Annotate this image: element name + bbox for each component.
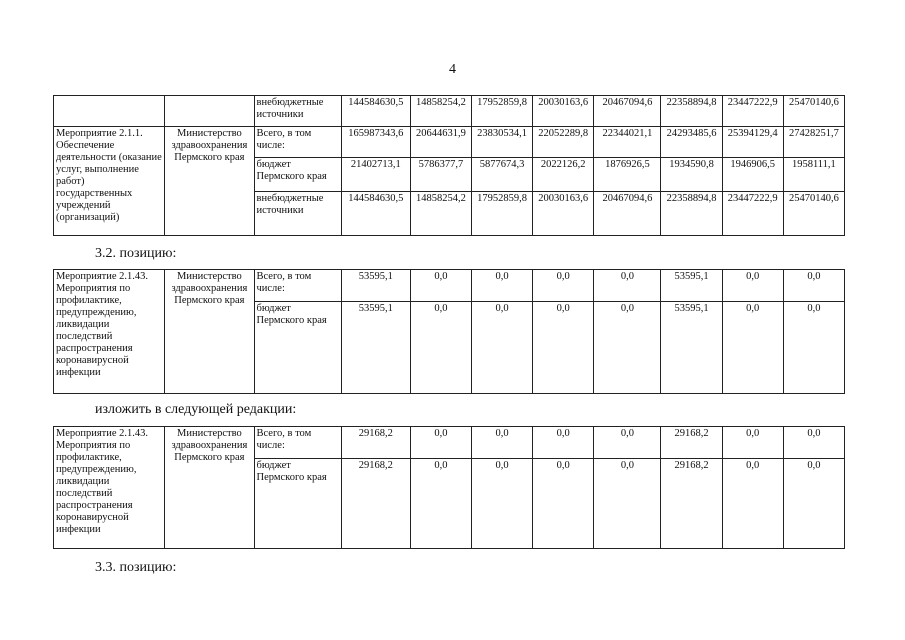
value-cell: 25394129,4 <box>722 127 783 158</box>
empty-cell <box>54 96 165 127</box>
value-cell: 0,0 <box>410 302 471 394</box>
caption-position: 3.2. позицию: <box>95 246 177 261</box>
value-cell: 0,0 <box>533 427 594 459</box>
value-cell: 22052289,8 <box>533 127 594 158</box>
funding-source: внебюджетные источники <box>254 96 341 127</box>
page-number: 4 <box>449 62 456 77</box>
value-cell: 0,0 <box>783 270 844 302</box>
value-cell: 20644631,9 <box>410 127 471 158</box>
value-cell: 25470140,6 <box>783 96 844 127</box>
value-cell: 25470140,6 <box>783 192 844 236</box>
value-cell: 0,0 <box>722 270 783 302</box>
value-cell: 2022126,2 <box>533 158 594 192</box>
value-cell: 23447222,9 <box>722 96 783 127</box>
value-cell: 0,0 <box>594 270 661 302</box>
value-cell: 0,0 <box>594 302 661 394</box>
value-cell: 29168,2 <box>341 459 410 549</box>
event-name: Мероприятие 2.1.43. Мероприятия по профилактике, предупреждению, ликвидации последствий распространения коронавирусной инфекции <box>54 270 165 394</box>
value-cell: 144584630,5 <box>341 192 410 236</box>
value-cell: 20467094,6 <box>594 96 661 127</box>
value-cell: 0,0 <box>722 459 783 549</box>
caption-new-edition: изложить в следующей редакции: <box>95 402 297 417</box>
value-cell: 14858254,2 <box>410 192 471 236</box>
value-cell: 0,0 <box>472 270 533 302</box>
value-cell: 29168,2 <box>661 459 722 549</box>
value-cell: 0,0 <box>722 427 783 459</box>
value-cell: 29168,2 <box>341 427 410 459</box>
value-cell: 20030163,6 <box>533 96 594 127</box>
value-cell: 17952859,8 <box>472 192 533 236</box>
value-cell: 0,0 <box>533 459 594 549</box>
empty-cell <box>165 96 254 127</box>
value-cell: 0,0 <box>410 270 471 302</box>
value-cell: 27428251,7 <box>783 127 844 158</box>
funding-source: бюджет Пермского края <box>254 158 341 192</box>
value-cell: 0,0 <box>472 427 533 459</box>
value-cell: 24293485,6 <box>661 127 722 158</box>
value-cell: 20467094,6 <box>594 192 661 236</box>
value-cell: 20030163,6 <box>533 192 594 236</box>
value-cell: 23447222,9 <box>722 192 783 236</box>
value-cell: 53595,1 <box>661 270 722 302</box>
value-cell: 21402713,1 <box>341 158 410 192</box>
table-event-2-1-43-new <box>53 426 845 549</box>
table-row <box>54 127 845 158</box>
funding-source: Всего, в том числе: <box>254 270 341 302</box>
funding-source: бюджет Пермского края <box>254 459 341 549</box>
value-cell: 53595,1 <box>661 302 722 394</box>
value-cell: 53595,1 <box>341 270 410 302</box>
ministry-name: Министерство здравоохранения Пермского края <box>165 270 254 394</box>
table-row <box>54 96 845 127</box>
value-cell: 1934590,8 <box>661 158 722 192</box>
value-cell: 0,0 <box>783 302 844 394</box>
value-cell: 14858254,2 <box>410 96 471 127</box>
value-cell: 0,0 <box>472 302 533 394</box>
value-cell: 23830534,1 <box>472 127 533 158</box>
value-cell: 165987343,6 <box>341 127 410 158</box>
value-cell: 53595,1 <box>341 302 410 394</box>
value-cell: 144584630,5 <box>341 96 410 127</box>
event-name: Мероприятие 2.1.43. Мероприятия по профилактике, предупреждению, ликвидации последствий распространения коронавирусной инфекции <box>54 427 165 549</box>
ministry-name: Министерство здравоохранения Пермского края <box>165 427 254 549</box>
value-cell: 0,0 <box>783 427 844 459</box>
table-row <box>54 427 845 459</box>
value-cell: 0,0 <box>410 427 471 459</box>
value-cell: 5786377,7 <box>410 158 471 192</box>
value-cell: 0,0 <box>410 459 471 549</box>
value-cell: 0,0 <box>533 302 594 394</box>
value-cell: 1958111,1 <box>783 158 844 192</box>
value-cell: 29168,2 <box>661 427 722 459</box>
value-cell: 1946906,5 <box>722 158 783 192</box>
funding-source: внебюджетные источники <box>254 192 341 236</box>
funding-source: Всего, в том числе: <box>254 427 341 459</box>
funding-source: Всего, в том числе: <box>254 127 341 158</box>
value-cell: 0,0 <box>594 459 661 549</box>
value-cell: 22358894,8 <box>661 192 722 236</box>
value-cell: 1876926,5 <box>594 158 661 192</box>
ministry-name: Министерство здравоохранения Пермского края <box>165 127 254 236</box>
table-event-2-1-1 <box>53 95 845 236</box>
value-cell: 22344021,1 <box>594 127 661 158</box>
caption-position-3-3: 3.3. позицию: <box>95 560 177 575</box>
table-row <box>54 270 845 302</box>
value-cell: 0,0 <box>472 459 533 549</box>
value-cell: 17952859,8 <box>472 96 533 127</box>
funding-source: бюджет Пермского края <box>254 302 341 394</box>
value-cell: 22358894,8 <box>661 96 722 127</box>
event-name: Мероприятие 2.1.1. Обеспечение деятельности (оказание услуг, выполнение работ) государственных учреждений (организаций) <box>54 127 165 236</box>
table-event-2-1-43-old <box>53 269 845 394</box>
value-cell: 0,0 <box>594 427 661 459</box>
value-cell: 0,0 <box>533 270 594 302</box>
value-cell: 0,0 <box>783 459 844 549</box>
value-cell: 5877674,3 <box>472 158 533 192</box>
value-cell: 0,0 <box>722 302 783 394</box>
